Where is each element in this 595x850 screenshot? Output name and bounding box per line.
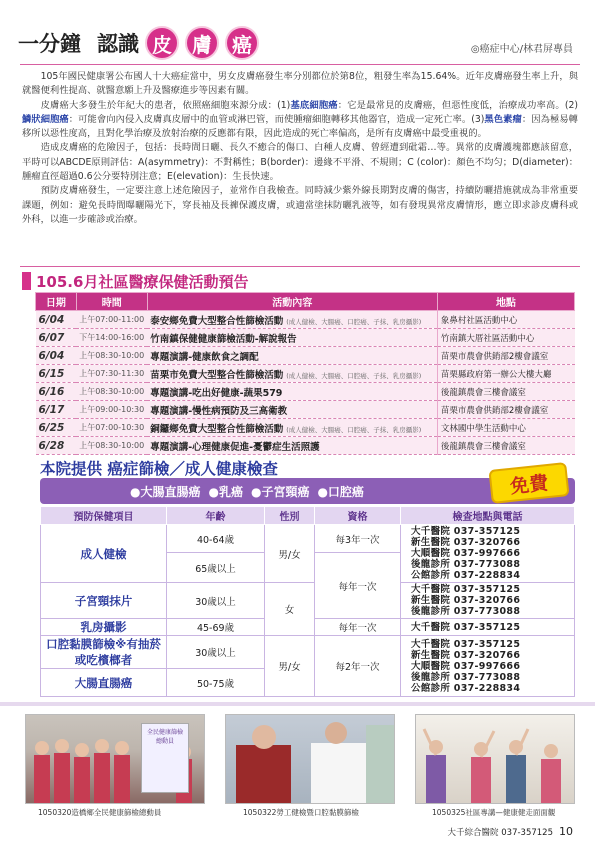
item-pap: 子宮頸抹片 — [41, 583, 167, 619]
row-date: 6/16 — [36, 383, 77, 401]
elig-cell: 每年一次 — [315, 553, 401, 619]
title-part1: 一分鐘 — [18, 32, 81, 56]
para-1: 105年國民健康署公布國人十大癌症當中，男女皮膚癌發生率分別都位於第8位，粗發生率為15.64%。近年皮膚癌發生率上升，與就醫便利性提高、就醫意願上升及醫療進步等因素有關。 — [22, 71, 578, 97]
col-event: 活動內容 — [147, 293, 437, 311]
banner-colon: ●大腸直腸癌 — [130, 484, 201, 499]
photo-3-scene — [416, 715, 575, 804]
title-divider — [20, 64, 580, 65]
clinic-entry: 後龍診所 037-773088 — [411, 559, 521, 570]
photo-2-scene — [226, 715, 395, 804]
photo-caption-2: 1050322勞工健檢暨口腔黏膜篩檢 — [243, 808, 359, 817]
col-elig: 資格 — [315, 507, 401, 525]
age-cell: 30歲以上 — [167, 636, 265, 669]
elig-cell: 每3年一次 — [315, 525, 401, 553]
screening-title: 本院提供 癌症篩檢／成人健康檢查 — [40, 460, 278, 478]
row-date: 6/04 — [36, 311, 77, 329]
age-cell: 30歲以上 — [167, 583, 265, 619]
schedule-row — [36, 311, 575, 329]
title-bubble-3: 癌 — [225, 26, 259, 60]
heading-bar — [22, 272, 31, 290]
age-cell: 50-75歲 — [167, 669, 265, 697]
free-badge: 免費 — [488, 462, 569, 504]
schedule-heading — [22, 270, 575, 292]
clinic-entry: 大順醫院 037-997666 — [411, 660, 521, 672]
row-time: 上午07:00-11:00 — [76, 311, 147, 329]
section-divider — [20, 266, 580, 267]
clinic-entry: 新生醫院 037-320766 — [411, 649, 521, 661]
row-place: 象鼻村社區活動中心 — [437, 311, 574, 329]
item-oral: 口腔黏膜篩檢※有抽菸或吃檳榔者 — [41, 636, 167, 669]
row-date: 6/15 — [36, 365, 77, 383]
col-clinic: 檢查地點與電話 — [401, 507, 575, 525]
row-event: 竹南鎮保健健康篩檢活動-解說報告 — [147, 329, 437, 347]
photo-3 — [415, 714, 575, 804]
schedule-row — [36, 347, 575, 365]
clinic-list-3 — [401, 619, 575, 636]
author: ◎癌症中心/林君屏專員 — [470, 44, 573, 55]
screening-table — [40, 506, 575, 697]
row-date: 6/07 — [36, 329, 77, 347]
row-time: 上午08:30-10:00 — [76, 437, 147, 455]
schedule-row — [36, 437, 575, 455]
schedule-row — [36, 383, 575, 401]
para-2: 皮膚癌大多發生於年紀大的患者，依照癌細胞來源分成：(1)基底細胞癌：它是最常見的皮膚癌，但惡性度低，治療成功率高。(2)鱗狀細胞癌：可能會向內侵入皮膚真皮層中的血管或淋巴管，而使腫瘤細胞轉移其他器官，造成一定死亡率。(3)黑色素瘤：因為極易轉移所以惡性度高，且對化學治療及放射治療的反應都有限，因此造成的死亡率偏高，是所有皮膚癌中最受重視的。 — [22, 99, 578, 140]
footer — [448, 825, 573, 838]
row-place: 苗栗縣政府第一辦公大樓大廳 — [437, 365, 574, 383]
row-event: 泰安鄉免費大型整合性篩檢活動 (成人健檢、大腸癌、口腔癌、子抹、乳房攝影) — [147, 311, 437, 329]
row-time: 上午07:00-10:30 — [76, 419, 147, 437]
row-time: 上午07:30-11:30 — [76, 365, 147, 383]
item-mammo: 乳房攝影 — [41, 619, 167, 636]
row-date: 6/04 — [36, 347, 77, 365]
clinic-entry: 公館診所 037-228834 — [411, 682, 521, 694]
schedule-row — [36, 365, 575, 383]
row-place: 苗栗市農會供銷部2樓會議室 — [437, 347, 574, 365]
row-place: 後龍鎮農會三樓會議室 — [437, 437, 574, 455]
clinic-entry: 大千醫院 037-357125 — [411, 584, 521, 595]
row-time: 下午14:00-16:00 — [76, 329, 147, 347]
row-date: 6/28 — [36, 437, 77, 455]
clinic-entry: 新生醫院 037-320766 — [411, 595, 521, 606]
schedule-row — [36, 401, 575, 419]
page-title — [18, 22, 259, 64]
row-event: 專題演講-心理健康促進-憂鬱症生活照護 — [147, 437, 437, 455]
col-time: 時間 — [76, 293, 147, 311]
photo-1 — [25, 714, 205, 804]
clinic-entry: 後龍診所 037-773088 — [411, 671, 521, 683]
schedule-table — [35, 292, 575, 455]
col-date: 日期 — [36, 293, 77, 311]
page-number: 10 — [559, 825, 573, 838]
schedule-row — [36, 329, 575, 347]
elig-cell: 每2年一次 — [315, 636, 401, 697]
article-body — [22, 70, 578, 227]
row-time: 上午09:00-10:30 — [76, 401, 147, 419]
item-colon: 大腸直腸癌 — [41, 669, 167, 697]
clinic-list-2 — [401, 583, 575, 619]
schedule-title: 105.6月社區醫療保健活動預告 — [36, 272, 249, 291]
clinic-entry: 公館診所 037-228834 — [411, 570, 521, 581]
row-place: 苗栗市農會供銷部2樓會議室 — [437, 401, 574, 419]
clinic-entry: 後龍診所 037-773088 — [411, 606, 521, 617]
photo-1-poster: 全民健康篩檢總動員 — [141, 723, 189, 793]
clinic-entry: 新生醫院 037-320766 — [411, 537, 521, 548]
title-part2: 認識 — [97, 32, 139, 56]
col-item: 預防保健項目 — [41, 507, 167, 525]
clinic-list-4 — [401, 636, 575, 697]
clinic-entry: 大千醫院 037-357125 — [411, 638, 521, 650]
item-adult: 成人健檢 — [41, 525, 167, 583]
para-3: 造成皮膚癌的危險因子，包括：長時間日曬、長久不癒合的傷口、白種人皮膚、曾經遭到砒霜…等。異常的皮膚護塊都應該留意，平時可以ABCDE原則評估：A(asymmetry)：不對稱性；B(border)：邊緣不平滑、不規則；C (color)：顏色不均匀；D(diameter)：腫瘤直徑超過0.6公分要特別注意；E(elevation)：生長快速。 — [22, 142, 578, 183]
row-time: 上午08:30-10:00 — [76, 383, 147, 401]
row-event: 苗栗市免費大型整合性篩檢活動 (成人健檢、大腸癌、口腔癌、子抹、乳房攝影) — [147, 365, 437, 383]
row-place: 竹南鎮大厝社區活動中心 — [437, 329, 574, 347]
row-place: 文林國中學生活動中心 — [437, 419, 574, 437]
age-cell: 45-69歲 — [167, 619, 265, 636]
sex-cell: 男/女 — [265, 636, 315, 697]
age-cell: 40-64歲 — [167, 525, 265, 553]
schedule-row — [36, 419, 575, 437]
banner-breast: ●乳癌 — [208, 484, 243, 499]
para-4: 預防皮膚癌發生，一定要注意上述危險因子，並常作自我檢查。同時減少紫外線長期對皮膚的傷害，持續防曬措施就成為非常重要課題，例如：避免長時間曝曬陽光下，穿長袖及長褲保護皮膚，或適當塗抹防曬乳液等，如有發現異常皮膚情形，應立即求診皮膚科或外科，以進一步確診或治療。 — [22, 185, 578, 225]
row-date: 6/25 — [36, 419, 77, 437]
photo-divider — [0, 702, 595, 706]
row-event: 銅鑼鄉免費大型整合性篩檢活動 (成人健檢、大腸癌、口腔癌、子抹、乳房攝影) — [147, 419, 437, 437]
photo-caption-1: 1050320造橋鄉全民健康篩檢總動員 — [38, 808, 162, 817]
row-time: 上午08:30-10:00 — [76, 347, 147, 365]
age-cell: 65歲以上 — [167, 553, 265, 583]
sex-cell: 女 — [265, 583, 315, 636]
row-event: 專題演講-健康飲食之調配 — [147, 347, 437, 365]
col-place: 地點 — [437, 293, 574, 311]
row-place: 後龍鎮農會三樓會議室 — [437, 383, 574, 401]
title-bubble-2: 膚 — [185, 26, 219, 60]
footer-hospital: 大千綜合醫院 037-357125 — [447, 828, 553, 838]
banner-oral: ●口腔癌 — [317, 484, 364, 499]
clinic-list-1 — [401, 525, 575, 583]
elig-cell: 每年一次 — [315, 619, 401, 636]
row-date: 6/17 — [36, 401, 77, 419]
clinic-entry: 大順醫院 037-997666 — [411, 548, 521, 559]
row-event: 專題演講-吃出好健康-蔬果579 — [147, 383, 437, 401]
sex-cell: 男/女 — [265, 525, 315, 583]
col-age: 年齡 — [167, 507, 265, 525]
clinic-entry: 大千醫院 037-357125 — [411, 526, 521, 537]
col-sex: 性別 — [265, 507, 315, 525]
title-bubble-1: 皮 — [145, 26, 179, 60]
photo-2 — [225, 714, 395, 804]
photo-caption-3: 1050325社區專講—健康健走面面觀 — [432, 808, 556, 817]
clinic-entry: 大千醫院 037-357125 — [411, 621, 521, 633]
banner-cervical: ●子宮頸癌 — [250, 484, 310, 499]
row-event: 專題演講-慢性病預防及三高衛教 — [147, 401, 437, 419]
